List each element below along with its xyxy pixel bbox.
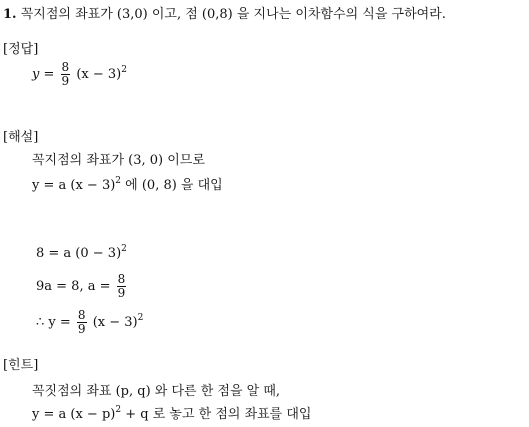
- problem-text: 꼭지점의 좌표가 (3,0) 이고, 점 (0,8) 을 지나는 이차함수의 식을 구하여라.: [20, 7, 446, 22]
- hint-heading: [힌트]: [3, 358, 39, 373]
- answer-fraction: [61, 61, 71, 88]
- answer-eq: =: [43, 67, 55, 82]
- explanation-heading: [해설]: [3, 130, 39, 145]
- step3-frac-den: 9: [77, 322, 86, 336]
- step2-frac-den: 9: [117, 286, 126, 300]
- step1-formula: 8 = a (0 − 3): [36, 246, 122, 261]
- hint-line2-text: + q 로 놓고 한 점의 좌표를 대입: [121, 407, 312, 422]
- hint-line1: 꼭짓점의 좌표 (p, q) 와 다른 한 점을 알 때,: [32, 384, 281, 399]
- answer-exp: 2: [121, 65, 127, 75]
- explanation-step3: [36, 308, 143, 338]
- step3-formula: ∴ y =: [36, 315, 75, 330]
- answer-paren: (x − 3): [76, 67, 122, 82]
- explanation-step1: [36, 246, 127, 262]
- hint-line2-formula: y = a (x − p): [32, 407, 116, 422]
- explanation-line2-text: 에 (0, 8) 을 대입: [121, 178, 223, 193]
- answer-lhs: y: [32, 67, 40, 82]
- step3-fraction: [77, 309, 87, 336]
- answer-formula: [32, 60, 127, 90]
- step2-fraction: [117, 273, 127, 300]
- step3-exp: 2: [137, 313, 144, 323]
- step1-exp: 2: [121, 244, 127, 254]
- step3-frac-num: 8: [77, 308, 86, 322]
- explanation-line2-exp: 2: [115, 176, 122, 186]
- step3-paren: (x − 3): [92, 315, 138, 330]
- hint-line2-exp: 2: [115, 405, 122, 415]
- answer-heading: [정답]: [3, 42, 39, 57]
- explanation-line1: 꼭지점의 좌표가 (3, 0) 이므로: [32, 153, 205, 168]
- answer-frac-den: 9: [61, 74, 70, 88]
- step2-formula: 9a = 8, a =: [36, 279, 115, 294]
- hint-line2: [32, 407, 312, 423]
- problem-number: 1.: [3, 7, 17, 22]
- explanation-step2: [36, 272, 128, 302]
- explanation-line2-formula: y = a (x − 3): [32, 178, 116, 193]
- problem-line: [3, 7, 446, 23]
- step2-frac-num: 8: [117, 272, 126, 286]
- answer-frac-num: 8: [61, 60, 70, 74]
- explanation-line2: [32, 178, 223, 194]
